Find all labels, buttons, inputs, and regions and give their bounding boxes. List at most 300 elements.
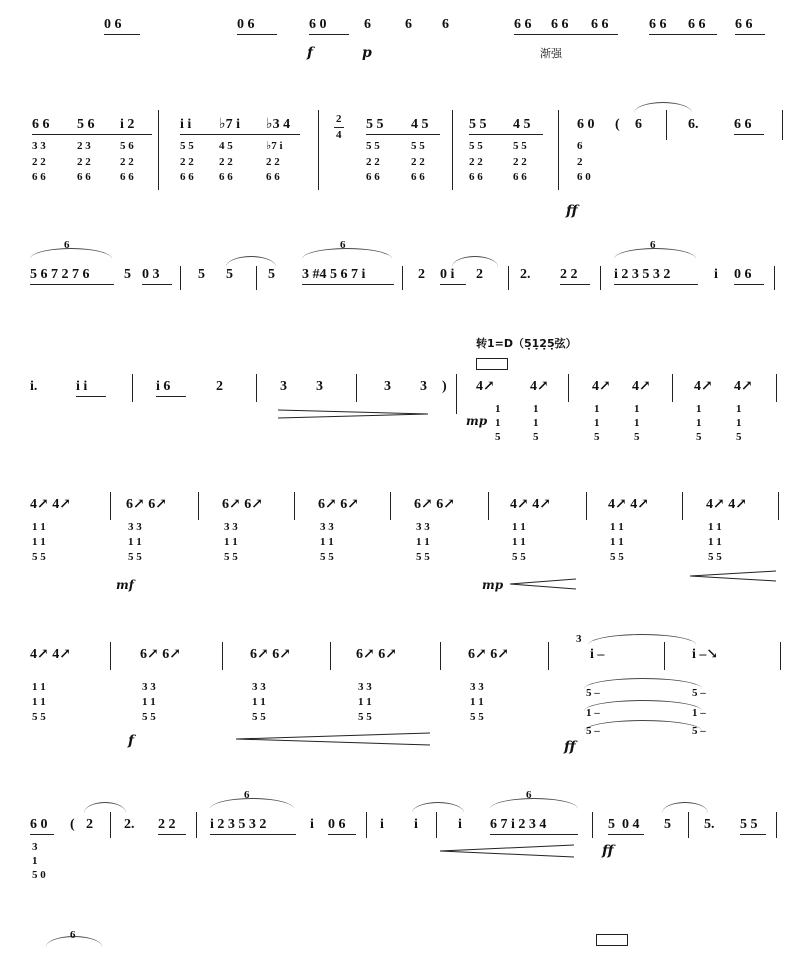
note-group: 5 5 xyxy=(469,117,487,132)
chord-note: 1 xyxy=(533,403,539,415)
chord-note: 1 1 xyxy=(224,536,238,548)
note-group: ♭3 4 xyxy=(266,117,291,132)
chord-note: 5 5 xyxy=(366,140,380,152)
chord-note: 6 0 xyxy=(577,171,591,183)
barline xyxy=(390,492,391,520)
underline xyxy=(156,396,186,397)
tie xyxy=(452,256,498,267)
note: 6 xyxy=(635,117,642,132)
tie xyxy=(226,256,276,267)
barline xyxy=(196,812,197,838)
barline xyxy=(440,642,441,670)
barline xyxy=(488,492,489,520)
note: 5 xyxy=(664,817,671,832)
crescendo-hairpin xyxy=(440,844,574,858)
chord-note: 1 1 xyxy=(32,696,46,708)
note-group: i 2 xyxy=(120,117,135,132)
dynamic-marking: f xyxy=(128,733,135,749)
note: i xyxy=(380,817,384,832)
barline xyxy=(158,110,159,190)
chord-top: 4↗ 4↗ xyxy=(608,497,649,512)
barline xyxy=(782,110,783,140)
tuplet-number: 6 xyxy=(70,929,76,941)
underline xyxy=(328,834,356,835)
chord-note: 6 6 xyxy=(32,171,46,183)
chord-note: 6 6 xyxy=(266,171,280,183)
note-group: 0 6 xyxy=(328,817,346,832)
note-group: 6 0 xyxy=(309,17,327,32)
chord-note: 1 1 xyxy=(128,536,142,548)
chord-note: 5 5 xyxy=(470,711,484,723)
note: 2 xyxy=(418,267,425,282)
note-group: 0 3 xyxy=(142,267,160,282)
note-group: 3 #4 5 6 7 i xyxy=(302,267,366,282)
chord-note: 3 3 xyxy=(142,681,156,693)
chord-note: ♭7 i xyxy=(266,140,283,152)
tuplet-number: 6 xyxy=(526,789,532,801)
chord-note: 5 5 xyxy=(320,551,334,563)
barline xyxy=(586,492,587,520)
note: 2 xyxy=(476,267,483,282)
note: 3 xyxy=(420,379,427,394)
chord-note: 2 2 xyxy=(513,156,527,168)
chord-note: 5 5 xyxy=(142,711,156,723)
barline xyxy=(256,266,257,290)
note-group: 6 6 xyxy=(649,17,667,32)
barline xyxy=(110,492,111,520)
barline xyxy=(778,492,779,520)
chord-note: 2 2 xyxy=(411,156,425,168)
underline xyxy=(614,284,698,285)
chord-note: 5 5 xyxy=(32,711,46,723)
chord-note: 2 2 xyxy=(77,156,91,168)
note: 3 xyxy=(316,379,323,394)
underline xyxy=(608,834,644,835)
note-group: 6 6 xyxy=(734,117,752,132)
held-note: 5 – xyxy=(692,725,706,737)
dynamic-marking: mp xyxy=(466,414,488,428)
chord-note: 6 6 xyxy=(180,171,194,183)
chord-top: 6↗ 6↗ xyxy=(318,497,359,512)
note-group: 6 7 i 2 3 4 xyxy=(490,817,547,832)
underline xyxy=(142,284,172,285)
time-signature-line xyxy=(334,127,344,128)
tie xyxy=(662,802,708,813)
note-group: 4 5 xyxy=(411,117,429,132)
barline xyxy=(776,374,777,402)
chord-note: 1 1 xyxy=(470,696,484,708)
note: 6 xyxy=(405,17,412,32)
dynamic-marking: p xyxy=(362,45,372,61)
note: 2. xyxy=(520,267,531,282)
barline xyxy=(110,642,111,670)
chord-note: 1 1 xyxy=(320,536,334,548)
chord-note: 6 6 xyxy=(469,171,483,183)
barline xyxy=(776,812,777,838)
note-group: 0 6 xyxy=(734,267,752,282)
note: 6 xyxy=(442,17,449,32)
dynamic-marking: mp xyxy=(482,578,504,592)
decrescendo-hairpin xyxy=(278,408,428,420)
note-group: 0 6 xyxy=(237,17,255,32)
chord-note: 1 1 xyxy=(708,521,722,533)
note-group: 2 2 xyxy=(158,817,176,832)
chord-note: 5 5 xyxy=(224,551,238,563)
underline xyxy=(104,34,140,35)
chord-note: 2 xyxy=(577,156,583,168)
note-group: 4 5 xyxy=(513,117,531,132)
barline xyxy=(666,110,667,140)
note-group: 6 0 xyxy=(577,117,595,132)
chord-note: 3 3 xyxy=(128,521,142,533)
tuplet-number: 6 xyxy=(650,239,656,251)
note-group: i 6 xyxy=(156,379,171,394)
underline xyxy=(735,34,765,35)
barline xyxy=(294,492,295,520)
barline xyxy=(508,266,509,290)
note: 5 xyxy=(608,817,615,832)
underline xyxy=(734,134,764,135)
time-signature-top: 2 xyxy=(336,113,342,125)
chord-note: 6 6 xyxy=(77,171,91,183)
underline xyxy=(740,834,766,835)
score-row-2 xyxy=(0,100,811,220)
chord-note: 2 2 xyxy=(32,156,46,168)
note-group: 6 6 xyxy=(514,17,532,32)
underline xyxy=(309,34,349,35)
chord-top: 4↗ xyxy=(694,379,713,394)
barline xyxy=(452,110,453,190)
underline xyxy=(180,134,300,135)
chord-note: 1 1 xyxy=(610,521,624,533)
chord-note: 5 5 xyxy=(469,140,483,152)
chord-note: 3 3 xyxy=(32,140,46,152)
slur xyxy=(634,102,692,113)
score-row-4 xyxy=(0,330,811,455)
chord-note: 3 3 xyxy=(320,521,334,533)
chord-note: 1 xyxy=(736,417,742,429)
chord-note: 5 0 xyxy=(32,869,46,881)
dynamic-marking: f xyxy=(307,45,314,61)
chord-note: 1 1 xyxy=(142,696,156,708)
chord-note: 3 3 xyxy=(358,681,372,693)
chord-note: 5 5 xyxy=(512,551,526,563)
note: i xyxy=(414,817,418,832)
crescendo-hairpin xyxy=(236,732,430,746)
barline xyxy=(110,812,111,838)
barline xyxy=(780,642,781,670)
chord-note: 5 5 xyxy=(411,140,425,152)
chord-top: 6↗ 6↗ xyxy=(414,497,455,512)
note-group: 5 6 xyxy=(77,117,95,132)
underline xyxy=(440,284,466,285)
note: 6. xyxy=(688,117,699,132)
note: 2 xyxy=(86,817,93,832)
score-row-1 xyxy=(0,14,811,64)
underline xyxy=(366,134,440,135)
note: 2 xyxy=(216,379,223,394)
dynamic-marking: mf xyxy=(116,578,134,592)
note-group: 0 6 xyxy=(104,17,122,32)
underline xyxy=(30,834,54,835)
held-note: 1 – xyxy=(586,707,600,719)
note: i xyxy=(458,817,462,832)
chord-top: 6↗ 6↗ xyxy=(140,647,181,662)
chord-note: 1 xyxy=(594,417,600,429)
tuplet-number: 6 xyxy=(340,239,346,251)
chord-note: 5 5 xyxy=(32,551,46,563)
tremolo-box xyxy=(476,358,508,370)
chord-note: 1 xyxy=(696,417,702,429)
crescendo-hairpin xyxy=(510,578,576,590)
chord-note: 1 1 xyxy=(610,536,624,548)
chord-note: 1 1 xyxy=(252,696,266,708)
held-note: 5 – xyxy=(586,725,600,737)
note: i xyxy=(714,267,718,282)
barline xyxy=(222,642,223,670)
barline xyxy=(356,374,357,402)
chord-note: 5 5 xyxy=(610,551,624,563)
chord-note: 1 xyxy=(495,403,501,415)
note-group: ♭7 i xyxy=(219,117,240,132)
underline xyxy=(302,284,394,285)
barline xyxy=(456,374,457,414)
expression-text: 渐强 xyxy=(540,47,562,60)
chord-note: 5 xyxy=(696,431,702,443)
chord-top: 4↗ xyxy=(476,379,495,394)
chord-note: 4 5 xyxy=(219,140,233,152)
chord-note: 2 3 xyxy=(77,140,91,152)
note-group: 5 5 xyxy=(366,117,384,132)
note-group: i 2 3 5 3 2 xyxy=(210,817,267,832)
underline xyxy=(649,34,717,35)
chord-note: 1 1 xyxy=(32,521,46,533)
underline xyxy=(30,284,114,285)
chord-note: 1 1 xyxy=(708,536,722,548)
chord-top: 4↗ xyxy=(530,379,549,394)
chord-note: 5 xyxy=(736,431,742,443)
barline xyxy=(366,812,367,838)
note: i. xyxy=(30,379,38,394)
chord-top: 4↗ xyxy=(734,379,753,394)
note-group: 2 2 xyxy=(560,267,578,282)
underline xyxy=(158,834,186,835)
chord-note: 3 xyxy=(32,841,38,853)
dynamic-marking: ff xyxy=(566,203,578,219)
chord-note: 1 1 xyxy=(512,521,526,533)
tie xyxy=(584,678,702,689)
score-row-6 xyxy=(0,630,811,760)
score-row-8 xyxy=(0,928,811,960)
barline xyxy=(402,266,403,290)
note-group: 6 6 xyxy=(32,117,50,132)
note-group: 0 4 xyxy=(622,817,640,832)
barline xyxy=(592,812,593,838)
grace-note: 3 xyxy=(576,633,582,645)
chord-note: 6 6 xyxy=(120,171,134,183)
chord-note: 1 xyxy=(736,403,742,415)
score-row-3 xyxy=(0,240,811,300)
barline xyxy=(568,374,569,402)
chord-top: 4↗ 4↗ xyxy=(30,647,71,662)
underline xyxy=(514,34,618,35)
underline xyxy=(32,134,152,135)
chord-note: 3 3 xyxy=(224,521,238,533)
chord-top: 4↗ 4↗ xyxy=(30,497,71,512)
transpose-instruction: 转1=D（5̣1̣2̣5̣弦） xyxy=(476,337,577,350)
chord-note: 2 2 xyxy=(469,156,483,168)
chord-note: 1 xyxy=(32,855,38,867)
underline xyxy=(560,284,590,285)
score-row-7 xyxy=(0,790,811,900)
decrescendo-hairpin xyxy=(690,570,776,582)
chord-note: 1 1 xyxy=(512,536,526,548)
note: 5 xyxy=(198,267,205,282)
chord-note: 1 1 xyxy=(32,536,46,548)
chord-note: 6 xyxy=(577,140,583,152)
chord-top: 4↗ xyxy=(592,379,611,394)
tuplet-number: 6 xyxy=(244,789,250,801)
chord-note: 1 xyxy=(594,403,600,415)
underline xyxy=(469,134,543,135)
tremolo-box xyxy=(596,934,628,946)
chord-note: 5 xyxy=(594,431,600,443)
chord-note: 5 5 xyxy=(128,551,142,563)
tie xyxy=(84,802,126,813)
chord-note: 5 xyxy=(634,431,640,443)
chord-note: 5 5 xyxy=(180,140,194,152)
chord-note: 5 6 xyxy=(120,140,134,152)
chord-note: 1 1 xyxy=(32,681,46,693)
chord-note: 5 5 xyxy=(708,551,722,563)
chord-note: 6 6 xyxy=(513,171,527,183)
held-note: 1 – xyxy=(692,707,706,719)
chord-note: 5 5 xyxy=(252,711,266,723)
chord-note: 1 xyxy=(696,403,702,415)
time-signature-bottom: 4 xyxy=(336,129,342,141)
tie xyxy=(584,720,702,731)
note-group: 6 6 xyxy=(551,17,569,32)
bracket: ( xyxy=(70,817,75,832)
note-group: i i xyxy=(76,379,88,394)
bracket: ) xyxy=(442,379,447,394)
chord-note: 5 5 xyxy=(513,140,527,152)
barline xyxy=(132,374,133,402)
tuplet-slur xyxy=(490,798,578,809)
chord-note: 6 6 xyxy=(366,171,380,183)
barline xyxy=(180,266,181,290)
note: 3 xyxy=(384,379,391,394)
chord-note: 5 xyxy=(495,431,501,443)
chord-top: 6↗ 6↗ xyxy=(126,497,167,512)
chord-top: 4↗ 4↗ xyxy=(706,497,747,512)
tuplet-number: 6 xyxy=(64,239,70,251)
note-group: 6 6 xyxy=(735,17,753,32)
barline xyxy=(330,642,331,670)
chord-note: 5 5 xyxy=(358,711,372,723)
held-note: i – xyxy=(590,647,605,662)
chord-note: 6 6 xyxy=(411,171,425,183)
barline xyxy=(318,110,319,190)
note-group: 6 0 xyxy=(30,817,48,832)
barline xyxy=(558,110,559,190)
chord-top: 6↗ 6↗ xyxy=(222,497,263,512)
note-group: 6 6 xyxy=(591,17,609,32)
note: i xyxy=(310,817,314,832)
note-group: 6 6 xyxy=(688,17,706,32)
chord-note: 5 xyxy=(533,431,539,443)
underline xyxy=(490,834,578,835)
chord-top: 6↗ 6↗ xyxy=(250,647,291,662)
tuplet-slur xyxy=(210,798,294,809)
note-group: 5 5 xyxy=(740,817,758,832)
barline xyxy=(548,642,549,670)
chord-note: 2 2 xyxy=(180,156,194,168)
barline xyxy=(774,266,775,290)
note: 5 xyxy=(124,267,131,282)
underline xyxy=(734,284,764,285)
note-group: 0 i xyxy=(440,267,455,282)
chord-note: 2 2 xyxy=(120,156,134,168)
tie xyxy=(412,802,464,813)
tie xyxy=(584,700,702,711)
note-group: 5 6 7 2 7 6 xyxy=(30,267,90,282)
barline xyxy=(672,374,673,402)
chord-top: 4↗ xyxy=(632,379,651,394)
note: 3 xyxy=(280,379,287,394)
tie xyxy=(588,634,696,645)
note: 5 xyxy=(226,267,233,282)
barline xyxy=(600,266,601,290)
barline xyxy=(198,492,199,520)
chord-note: 1 xyxy=(634,417,640,429)
chord-note: 5 5 xyxy=(416,551,430,563)
underline xyxy=(237,34,277,35)
chord-note: 1 xyxy=(495,417,501,429)
held-note: 5 – xyxy=(692,687,706,699)
barline xyxy=(664,642,665,670)
note: 2. xyxy=(124,817,135,832)
chord-note: 1 1 xyxy=(358,696,372,708)
chord-note: 3 3 xyxy=(252,681,266,693)
barline xyxy=(436,812,437,838)
tuplet-slur xyxy=(30,248,112,259)
chord-note: 1 1 xyxy=(416,536,430,548)
chord-note: 3 3 xyxy=(416,521,430,533)
note: 5. xyxy=(704,817,715,832)
note-group: i i xyxy=(180,117,192,132)
dynamic-marking: ff xyxy=(602,843,614,859)
note: 5 xyxy=(268,267,275,282)
note-group: i 2 3 5 3 2 xyxy=(614,267,671,282)
chord-note: 2 2 xyxy=(366,156,380,168)
chord-note: 6 6 xyxy=(219,171,233,183)
chord-note: 3 3 xyxy=(470,681,484,693)
note: 6 xyxy=(364,17,371,32)
barline xyxy=(688,812,689,838)
chord-top: 6↗ 6↗ xyxy=(356,647,397,662)
underline xyxy=(210,834,296,835)
tuplet-slur xyxy=(302,248,392,259)
barline xyxy=(682,492,683,520)
chord-note: 1 xyxy=(533,417,539,429)
chord-note: 1 xyxy=(634,403,640,415)
score-row-5 xyxy=(0,490,811,600)
chord-top: 4↗ 4↗ xyxy=(510,497,551,512)
barline xyxy=(256,374,257,402)
tuplet-slur xyxy=(614,248,696,259)
underline xyxy=(76,396,106,397)
